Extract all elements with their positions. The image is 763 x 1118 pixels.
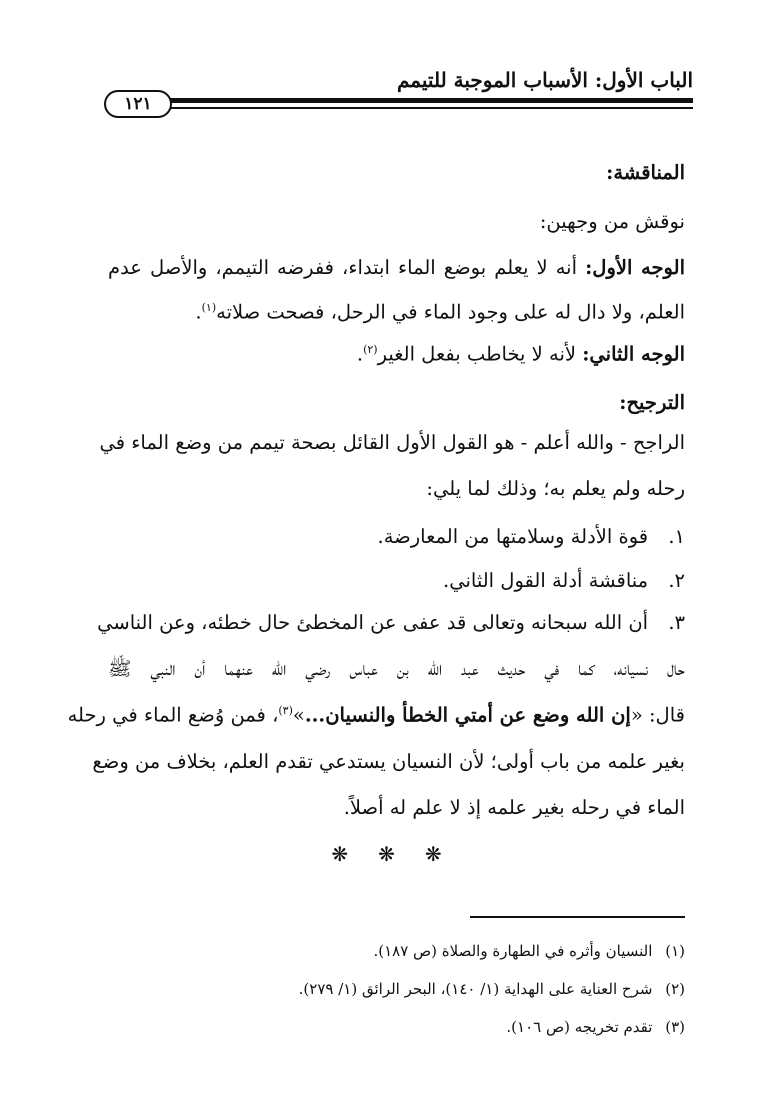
footnote-number: (٢) [665, 980, 685, 998]
inline-label: الوجه الثاني: [582, 342, 685, 366]
paragraph-line: رحله ولم يعلم به؛ وذلك لما يلي: [426, 477, 685, 500]
inline-text: » [292, 703, 305, 727]
footnote-number: (١) [665, 942, 685, 960]
list-number: ١. [668, 525, 685, 548]
heading-discussion: المناقشة: [606, 161, 685, 184]
inline-text: أنه لا يعلم بوضع الماء ابتداء، ففرضه التيمم، والأصل عدم [108, 256, 586, 279]
running-header-title: الباب الأول: الأسباب الموجبة للتيمم [397, 68, 693, 92]
list-text: مناقشة أدلة القول الثاني. [443, 569, 649, 592]
star-ornament-icon: ❋ [424, 842, 442, 866]
footnote-text: شرح العناية على الهداية (١/ ١٤٠)، البحر الرائق (١/ ٢٧٩). [298, 980, 653, 998]
inline-text: ، فمن وُضع الماء في رحله [67, 703, 279, 727]
inline-text: لأنه لا يخاطب بفعل الغير [377, 342, 583, 366]
footnote-ref[interactable]: (٢) [363, 343, 378, 356]
paragraph-line [195, 302, 685, 322]
footnote [373, 942, 685, 960]
footnote [506, 1018, 685, 1036]
list-text: أن الله سبحانه وتعالى قد عفى عن المخطئ حال خطئه، وعن الناسي [97, 611, 649, 634]
footnote-number: (٣) [665, 1018, 685, 1036]
heading-preference: الترجيح: [619, 391, 685, 414]
footnote-separator [470, 916, 685, 918]
section-divider [0, 842, 763, 866]
list-item [378, 525, 685, 548]
inline-text: . [195, 300, 202, 324]
star-ornament-icon: ❋ [378, 842, 395, 866]
footnote [299, 980, 685, 998]
footnote-text: تقدم تخريجه (ص ١٠٦). [506, 1018, 653, 1036]
page-number: ١٢١ [124, 94, 152, 114]
paragraph-line: الراجح - والله أعلم - هو القول الأول القائل بصحة تيمم من وضع الماء في [99, 431, 685, 454]
paragraph-line: الماء في رحله بغير علمه إذ لا علم له أصلاً. [343, 796, 685, 819]
footnote-text: النسيان وأثره في الطهارة والصلاة (ص ١٨٧). [373, 942, 653, 960]
list-number: ٣. [668, 611, 685, 634]
inline-text: . [356, 342, 364, 366]
list-item [443, 569, 685, 592]
footnote-ref[interactable]: (١) [201, 301, 217, 314]
star-ornament-icon: ❋ [331, 842, 349, 866]
page-number-badge [104, 90, 172, 118]
inline-text: العلم، ولا دال له على وجود الماء في الرحل، فصحت صلاته [216, 300, 685, 324]
paragraph-line [357, 344, 685, 364]
list-number: ٢. [668, 569, 685, 592]
header-rule-thin [170, 107, 693, 109]
inline-label: الوجه الأول: [585, 256, 685, 279]
paragraph-line [67, 703, 685, 727]
paragraph-line: بغير علمه من باب أولى؛ لأن النسيان يستدعي تقدم العلم، بخلاف من وضع [92, 750, 685, 773]
list-text: قوة الأدلة وسلامتها من المعارضة. [377, 525, 649, 548]
inline-text: قال: « [630, 703, 685, 727]
list-item [97, 611, 685, 634]
paragraph-line: حال نسيانه، كما في حديث عبد الله بن عباس رضي الله عنهما أن النبي ﷺ [108, 657, 685, 680]
header-rule [170, 98, 693, 103]
footnote-ref[interactable]: (٣) [278, 704, 293, 717]
paragraph-line [108, 258, 685, 278]
paragraph-line: نوقش من وجهين: [539, 210, 685, 233]
hadith-quote: إن الله وضع عن أمتي الخطأ والنسيان... [304, 703, 631, 727]
